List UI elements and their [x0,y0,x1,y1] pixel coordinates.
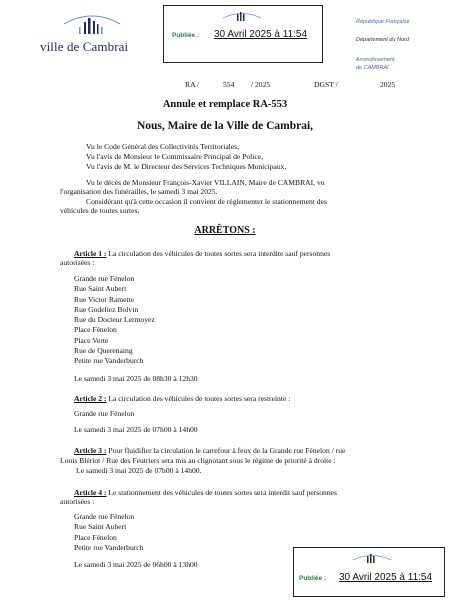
title-maire: Nous, Maire de la Ville de Cambrai, [136,120,314,132]
list-item: Rue du Docteur Lermoyez [74,315,155,325]
list-item: Rue Victor Ramette [74,294,135,304]
ra-number: 554 [223,80,235,89]
dgst-label: DGST / [314,80,338,89]
article-1 [60,249,400,268]
article-3-when: Le samedi 3 mai 2025 de 07h00 à 14h00. [76,466,202,475]
context-p1-line1: Vu le décès de Monsieur François-Xavier VILLAIN, Maire de CAMBRAI, vu [86,178,325,187]
article-1-text-2: autorisées : [60,258,95,268]
reference-line [0,80,450,90]
article-1-label: Article 1 : [74,249,107,258]
article-3-text-2: Louis Blériot / Rue des Feutriers sera mis au clignotant sous le régime de priorité à droite : [60,456,336,465]
list-item: Petite rue Vanderburch [74,356,144,366]
list-item: Place Fénelon [74,325,117,335]
arrondissement: Arrondissement [356,57,395,63]
stamp-logo-icon [222,10,262,22]
vu-line-2: Vu l'avis de Monsieur le Commissaire Principal de Police, [86,152,264,161]
arrondissement-name: de CAMBRAI [356,65,389,71]
article-1-when: Le samedi 3 mai 2025 de 08h30 à 12h30 [74,374,198,383]
title-annule: Annule et remplace RA-553 [162,99,288,110]
published-date: 30 Avril 2025 à 11:54 [339,572,433,583]
published-stamp-top [163,5,323,63]
published-stamp-bottom [293,547,445,597]
vu-line-3: Vu l'avis de M. le Directeur des Services Techniques Municipaux, [86,162,287,171]
list-item: Place Fénelon [74,532,117,542]
article-3-label: Article 3 : [74,446,107,455]
logo-skyline-icon [62,10,122,36]
context-p1-line2: l'organisation des funérailles, le samedi 3 mai 2025. [60,187,218,196]
logo-text: ville de Cambrai [40,39,129,54]
list-item: Rue Godeliez Bolvin [74,304,139,314]
article-1-streets [74,274,155,367]
article-4-text-2: autorisées : [60,497,95,507]
city-logo [40,8,150,63]
article-3-text: Pour fluidifier la circulation le carrefour à feux de la Grande rue Fénelon / rue [108,446,346,455]
article-2-street: Grande rue Fénelon [74,409,135,418]
departement: Département du Nord [356,37,409,43]
republique-francaise: République Française [356,19,410,25]
published-date: 30 Avril 2025 à 11:54 [214,29,308,40]
arretons-heading: ARRÊTONS : [194,225,256,236]
published-label: Publiée : [172,32,200,39]
list-item: Grande rue Fénelon [74,512,135,521]
list-item: Petite rue Vanderburch [74,542,144,552]
list-item: Rue de Querenaing [74,346,133,356]
list-item: Place Verte [74,335,109,345]
article-2-when: Le samedi 3 mai 2025 de 07h00 à 14h00 [74,425,198,434]
article-1-text: La circulation des véhicules de toutes sortes sera interdite sauf personnes [108,249,331,258]
stamp-logo-icon [352,552,392,564]
article-2 [74,394,290,403]
vu-line-1: Vu le Code Général des Collectivités Territoriales, [86,142,240,151]
list-item: Grande rue Fénelon [74,274,135,283]
article-4-text: Le stationnement des véhicules de toutes sortes sera interdit sauf personnes [108,488,337,497]
context-p2-line2: véhicules de toutes sortes, [60,206,140,215]
ra-label: RA / [185,80,200,89]
article-2-text: La circulation des véhicules de toutes sortes sera restreinte : [108,394,291,403]
article-4 [60,488,400,507]
context-p2-line1: Considérant qu'à cette occasion il convient de réglementer le stationnement des [86,197,327,206]
published-label: Publiée : [299,575,327,582]
dgst-year: 2025 [380,80,396,89]
article-2-label: Article 2 : [74,394,107,403]
article-3 [60,446,345,455]
article-4-streets [74,512,143,553]
list-item: Rue Saint Aubert [74,284,127,294]
list-item: Rue Saint Aubert [74,522,127,532]
ra-year: / 2025 [251,80,271,89]
article-4-when: Le samedi 3 mai 2025 de 06h00 à 13h00 [74,560,198,569]
article-4-label: Article 4 : [74,488,107,497]
